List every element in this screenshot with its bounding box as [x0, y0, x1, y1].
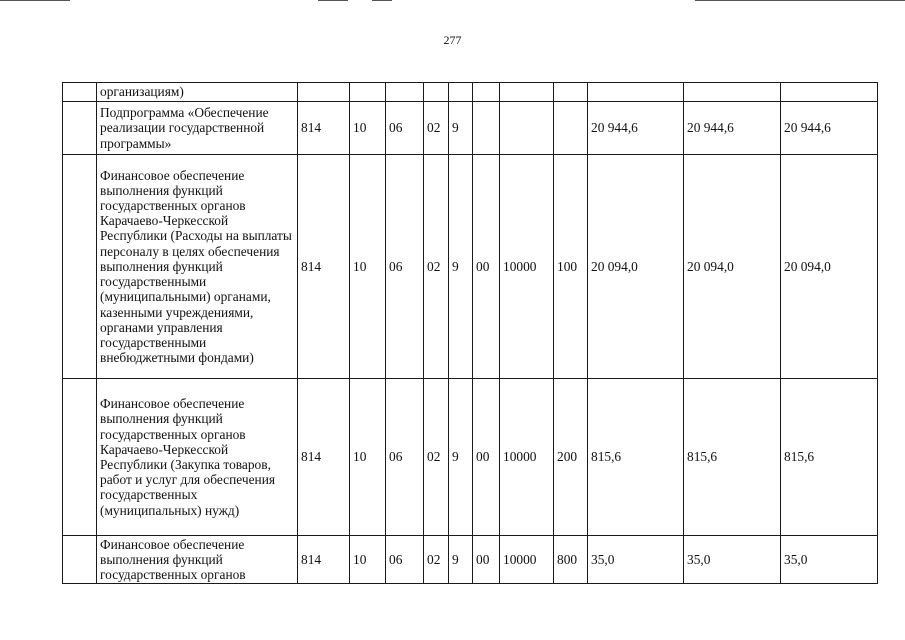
program-code-cell: [424, 83, 449, 102]
index-cell: [63, 102, 97, 155]
direction-code-cell: 10000: [500, 536, 554, 584]
subsection-code-cell: [386, 83, 424, 102]
event-code-cell: [473, 83, 500, 102]
subprogram-code-cell: [449, 83, 473, 102]
subprogram-code-cell: 9: [449, 155, 473, 379]
ministry-code-cell: 814: [298, 155, 350, 379]
item-name-cell: Финансовое обеспечение выполнения функций государственных органов: [97, 536, 298, 584]
budget-table: [62, 82, 878, 584]
program-code-cell: 02: [424, 102, 449, 155]
amount-cell: 20 094,0: [781, 155, 878, 379]
ministry-code-cell: 814: [298, 536, 350, 584]
amount-cell: 35,0: [781, 536, 878, 584]
table-row: [63, 155, 878, 379]
scan-edge-line: [318, 0, 348, 1]
amount-cell: 815,6: [781, 379, 878, 536]
scan-edge-line: [372, 0, 392, 1]
ministry-code-cell: 814: [298, 379, 350, 536]
amount-cell: 35,0: [588, 536, 684, 584]
subprogram-code-cell: 9: [449, 379, 473, 536]
direction-code-cell: [500, 83, 554, 102]
amount-cell: 20 094,0: [588, 155, 684, 379]
subsection-code-cell: 06: [386, 155, 424, 379]
amount-cell: 20 944,6: [781, 102, 878, 155]
event-code-cell: 00: [473, 536, 500, 584]
expense-type-cell: [554, 83, 588, 102]
amount-cell: 815,6: [588, 379, 684, 536]
section-code-cell: 10: [350, 379, 386, 536]
direction-code-cell: [500, 102, 554, 155]
index-cell: [63, 155, 97, 379]
subprogram-code-cell: 9: [449, 536, 473, 584]
page-number: 277: [443, 33, 462, 47]
index-cell: [63, 83, 97, 102]
event-code-cell: 00: [473, 155, 500, 379]
table-row: [63, 83, 878, 102]
direction-code-cell: 10000: [500, 379, 554, 536]
section-code-cell: 10: [350, 536, 386, 584]
amount-cell: [588, 83, 684, 102]
section-code-cell: 10: [350, 155, 386, 379]
amount-cell: 35,0: [684, 536, 781, 584]
index-cell: [63, 379, 97, 536]
expense-type-cell: [554, 102, 588, 155]
event-code-cell: [473, 102, 500, 155]
scan-edge-line: [0, 0, 70, 1]
index-cell: [63, 536, 97, 584]
item-name-cell: Подпрограмма «Обеспечение реализации государственной программы»: [97, 102, 298, 155]
item-name-cell: Финансовое обеспечение выполнения функций государственных органов Карачаево-Черкесской Республики (Закупка товаров, работ и услуг для обеспечения государственных (муниципальных) нужд): [97, 379, 298, 536]
amount-cell: [781, 83, 878, 102]
expense-type-cell: 200: [554, 379, 588, 536]
amount-cell: [684, 83, 781, 102]
program-code-cell: 02: [424, 155, 449, 379]
ministry-code-cell: 814: [298, 102, 350, 155]
direction-code-cell: 10000: [500, 155, 554, 379]
subsection-code-cell: 06: [386, 536, 424, 584]
amount-cell: 20 944,6: [588, 102, 684, 155]
expense-type-cell: 100: [554, 155, 588, 379]
ministry-code-cell: [298, 83, 350, 102]
table-row: [63, 102, 878, 155]
subsection-code-cell: 06: [386, 379, 424, 536]
amount-cell: 20 944,6: [684, 102, 781, 155]
section-code-cell: 10: [350, 102, 386, 155]
table-row: [63, 379, 878, 536]
program-code-cell: 02: [424, 536, 449, 584]
scan-edge-line: [695, 0, 905, 1]
amount-cell: 815,6: [684, 379, 781, 536]
amount-cell: 20 094,0: [684, 155, 781, 379]
event-code-cell: 00: [473, 379, 500, 536]
expense-type-cell: 800: [554, 536, 588, 584]
section-code-cell: [350, 83, 386, 102]
item-name-cell: организациям): [97, 83, 298, 102]
item-name-cell: Финансовое обеспечение выполнения функций государственных органов Карачаево-Черкесской Республики (Расходы на выплаты персоналу в целях обеспечения выполнения функций государственными (муниципальными) органами, казенными учреждениями, органами управления государственными внебюджетными фондами): [97, 155, 298, 379]
program-code-cell: 02: [424, 379, 449, 536]
table-row: [63, 536, 878, 584]
subsection-code-cell: 06: [386, 102, 424, 155]
subprogram-code-cell: 9: [449, 102, 473, 155]
